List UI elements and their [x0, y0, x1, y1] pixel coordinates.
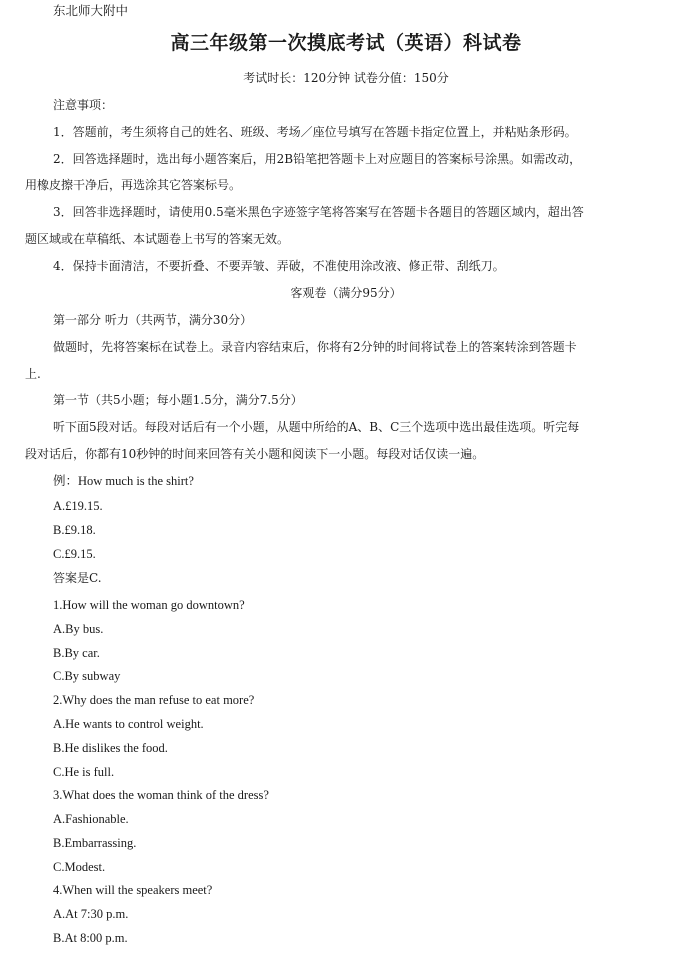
section1-heading: 第一节（共5小题；每小题1.5分，满分7.5分）: [53, 393, 303, 407]
question-1-option-a: A.By bus.: [53, 622, 104, 636]
school-name: 东北师大附中: [53, 3, 129, 18]
section1-instruction-line-2: 段对话后，你都有10秒钟的时间来回答有关小题和阅读下一小题。每段对话仅读一遍。: [25, 447, 485, 461]
question-4: 4.When will the speakers meet?: [53, 883, 213, 897]
note-item-4: 4．保持卡面清洁，不要折叠、不要弄皱、弄破，不准使用涂改液、修正带、刮纸刀。: [53, 259, 505, 273]
question-3-option-c: C.Modest.: [53, 860, 106, 874]
example-answer: 答案是C.: [53, 571, 102, 585]
section1-instruction-line-1: 听下面5段对话。每段对话后有一个小题，从题中所给的A、B、C三个选项中选出最佳选项。听完每: [53, 420, 580, 434]
part1-instruction-line-1: 做题时，先将答案标在试卷上。录音内容结束后，你将有2分钟的时间将试卷上的答案转涂到答题卡: [53, 340, 577, 354]
exam-title: 高三年级第一次摸底考试（英语）科试卷: [170, 32, 522, 54]
notes-heading: 注意事项：: [53, 98, 114, 112]
question-1-option-c: C.By subway: [53, 669, 121, 683]
question-2-option-b: B.He dislikes the food.: [53, 741, 168, 755]
example-question: 例：How much is the shirt?: [53, 474, 194, 488]
note-item-1: 1．答题前，考生须将自己的姓名、班级、考场／座位号填写在答题卡指定位置上，并粘贴条形码。: [53, 125, 577, 139]
question-1: 1.How will the woman go downtown?: [53, 598, 245, 612]
objective-heading: 客观卷（满分95分）: [290, 286, 402, 300]
question-3-option-b: B.Embarrassing.: [53, 836, 137, 850]
question-4-option-a: A.At 7:30 p.m.: [53, 907, 129, 921]
note-item-3-line-1: 3．回答非选择题时，请使用0.5毫米黑色字迹签字笔将答案写在答题卡各题目的答题区域内，超出答: [53, 205, 584, 219]
question-4-option-b: B.At 8:00 p.m.: [53, 931, 128, 945]
note-item-2-line-2: 用橡皮擦干净后，再选涂其它答案标号。: [25, 178, 242, 192]
note-item-2-line-1: 2．回答选择题时，选出每小题答案后，用2B铅笔把答题卡上对应题目的答案标号涂黑。如需改动，: [53, 152, 582, 166]
question-3-option-a: A.Fashionable.: [53, 812, 129, 826]
question-2-option-a: A.He wants to control weight.: [53, 717, 204, 731]
question-1-option-b: B.By car.: [53, 646, 100, 660]
example-option-a: A.£19.15.: [53, 499, 103, 513]
question-3: 3.What does the woman think of the dress?: [53, 788, 269, 802]
part1-instruction-line-2: 上.: [25, 367, 41, 381]
example-option-c: C.£9.15.: [53, 547, 96, 561]
question-2-option-c: C.He is full.: [53, 765, 115, 779]
part1-heading: 第一部分 听力（共两节，满分30分）: [53, 313, 253, 327]
exam-subtitle: 考试时长：120分钟 试卷分值：150分: [243, 71, 449, 85]
question-2: 2.Why does the man refuse to eat more?: [53, 693, 255, 707]
note-item-3-line-2: 题区域或在草稿纸、本试题卷上书写的答案无效。: [25, 232, 290, 246]
example-option-b: B.£9.18.: [53, 523, 96, 537]
